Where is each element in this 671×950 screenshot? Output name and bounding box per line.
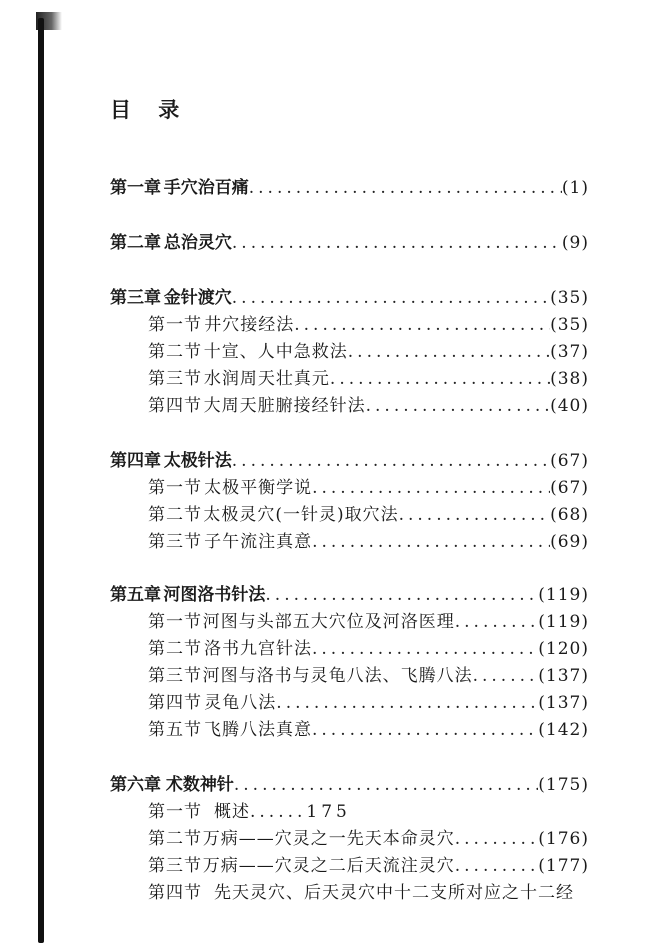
leader-dots: [312, 637, 538, 661]
leader-dots: [330, 367, 550, 391]
leader-dots: [455, 854, 539, 878]
toc-section[interactable]: [148, 340, 589, 364]
toc-section[interactable]: [148, 503, 589, 527]
section-title: 灵龟八法: [204, 693, 277, 713]
toc-section[interactable]: [148, 664, 589, 688]
chapter-title: 手穴治百痛: [163, 178, 249, 198]
toc-section[interactable]: [148, 881, 574, 905]
leader-dots: [265, 583, 538, 607]
leader-dots: [234, 773, 538, 797]
chapter-number: 第六章: [110, 775, 161, 795]
toc-chapter-1[interactable]: [110, 176, 589, 200]
toc-section[interactable]: [148, 530, 589, 554]
section-number: 第一节: [148, 802, 202, 822]
section-number: 第四节: [148, 883, 202, 903]
section-title: 先天灵穴、后天灵穴中十二支所对应之十二经: [214, 883, 574, 903]
page-number: (142): [538, 720, 589, 740]
section-title: 万病——穴灵之二后天流注灵穴: [202, 856, 455, 876]
chapter-number: 第二章: [110, 233, 161, 253]
toc-section[interactable]: [148, 367, 589, 391]
page-number: (67): [550, 451, 589, 471]
section-title: 河图与洛书与灵龟八法、飞腾八法: [202, 666, 473, 686]
chapter-title: 术数神针: [165, 775, 234, 795]
toc-section[interactable]: [148, 610, 589, 634]
toc-chapter-5[interactable]: [110, 583, 589, 607]
page-number: (35): [550, 288, 589, 308]
toc-chapter-2[interactable]: [110, 231, 589, 255]
page-number: (177): [538, 856, 589, 876]
section-title: 十宣、人中急救法: [203, 342, 348, 362]
section-title: 子午流注真意: [204, 532, 313, 552]
leader-dots: [312, 530, 550, 554]
toc-section[interactable]: [148, 854, 589, 878]
page-number: (9): [561, 233, 589, 253]
page-number: (119): [538, 612, 589, 632]
section-number: 第三节: [148, 666, 202, 686]
chapter-number: 第一章: [110, 178, 161, 198]
toc-section[interactable]: [148, 476, 589, 500]
toc-section[interactable]: [148, 800, 351, 824]
section-number: 第四节: [148, 396, 202, 416]
section-number: 第二节: [148, 639, 202, 659]
toc-chapter-3[interactable]: [110, 286, 589, 310]
section-title: 河图与头部五大穴位及河洛医理: [202, 612, 455, 632]
section-number: 第一节: [148, 612, 202, 632]
section-number: 第五节: [148, 720, 202, 740]
section-number: 第二节: [148, 829, 202, 849]
toc-section[interactable]: [148, 313, 589, 337]
leader-dots: [348, 340, 550, 364]
page-number: (69): [550, 532, 589, 552]
page-number: (67): [550, 478, 589, 498]
section-number: 第一节: [148, 478, 202, 498]
leader-dots: [294, 313, 550, 337]
leader-dots: [232, 286, 550, 310]
leader-dots: [232, 449, 550, 473]
page-number: (35): [550, 315, 589, 335]
page-number: (137): [538, 693, 589, 713]
leader-dots: [455, 610, 539, 634]
section-number: 第三节: [148, 532, 202, 552]
page-number: (68): [550, 505, 589, 525]
leader-dots: [312, 718, 538, 742]
chapter-title: 河图洛书针法: [163, 585, 266, 605]
leader-dots: [366, 394, 550, 418]
toc-section[interactable]: [148, 691, 589, 715]
section-title: 万病——穴灵之一先天本命灵穴: [202, 829, 455, 849]
section-number: 第三节: [148, 369, 202, 389]
section-title: 概述: [214, 802, 250, 822]
section-title: 水润周天壮真元: [203, 369, 330, 389]
leader-dots: [232, 231, 562, 255]
leader-dots: [249, 176, 562, 200]
chapter-number: 第三章: [110, 288, 161, 308]
chapter-title: 金针渡穴: [163, 288, 232, 308]
section-number: 第一节: [148, 315, 202, 335]
page-number: (137): [538, 666, 589, 686]
section-title: 太极灵穴(一针灵)取穴法: [203, 505, 399, 525]
section-number: 第二节: [148, 505, 202, 525]
toc-section[interactable]: [148, 827, 589, 851]
section-number: 第四节: [148, 693, 202, 713]
toc-section[interactable]: [148, 637, 589, 661]
section-inline-page: ......175: [250, 802, 351, 822]
page-number: (175): [538, 775, 589, 795]
page-number: (37): [550, 342, 589, 362]
leader-dots: [473, 664, 539, 688]
section-number: 第三节: [148, 856, 202, 876]
section-title: 太极平衡学说: [204, 478, 313, 498]
chapter-title: 太极针法: [163, 451, 232, 471]
section-number: 第二节: [148, 342, 202, 362]
chapter-number: 第五章: [110, 585, 161, 605]
page-number: (176): [538, 829, 589, 849]
leader-dots: [276, 691, 538, 715]
page-number: (119): [538, 585, 589, 605]
page-number: (120): [538, 639, 589, 659]
leader-dots: [399, 503, 551, 527]
toc-chapter-4[interactable]: [110, 449, 589, 473]
toc-chapter-6[interactable]: [110, 773, 589, 797]
leader-dots: [312, 476, 550, 500]
chapter-number: 第四章: [110, 451, 161, 471]
page-number: (38): [550, 369, 589, 389]
section-title: 大周天脏腑接经针法: [203, 396, 366, 416]
toc-section[interactable]: [148, 718, 589, 742]
toc-section[interactable]: [148, 394, 589, 418]
section-title: 洛书九宫针法: [203, 639, 312, 659]
page-number: (40): [550, 396, 589, 416]
page-number: (1): [561, 178, 589, 198]
leader-dots: [455, 827, 539, 851]
chapter-title: 总治灵穴: [163, 233, 232, 253]
section-title: 井穴接经法: [204, 315, 295, 335]
page-title: 目 录: [110, 98, 190, 122]
section-title: 飞腾八法真意: [203, 720, 312, 740]
